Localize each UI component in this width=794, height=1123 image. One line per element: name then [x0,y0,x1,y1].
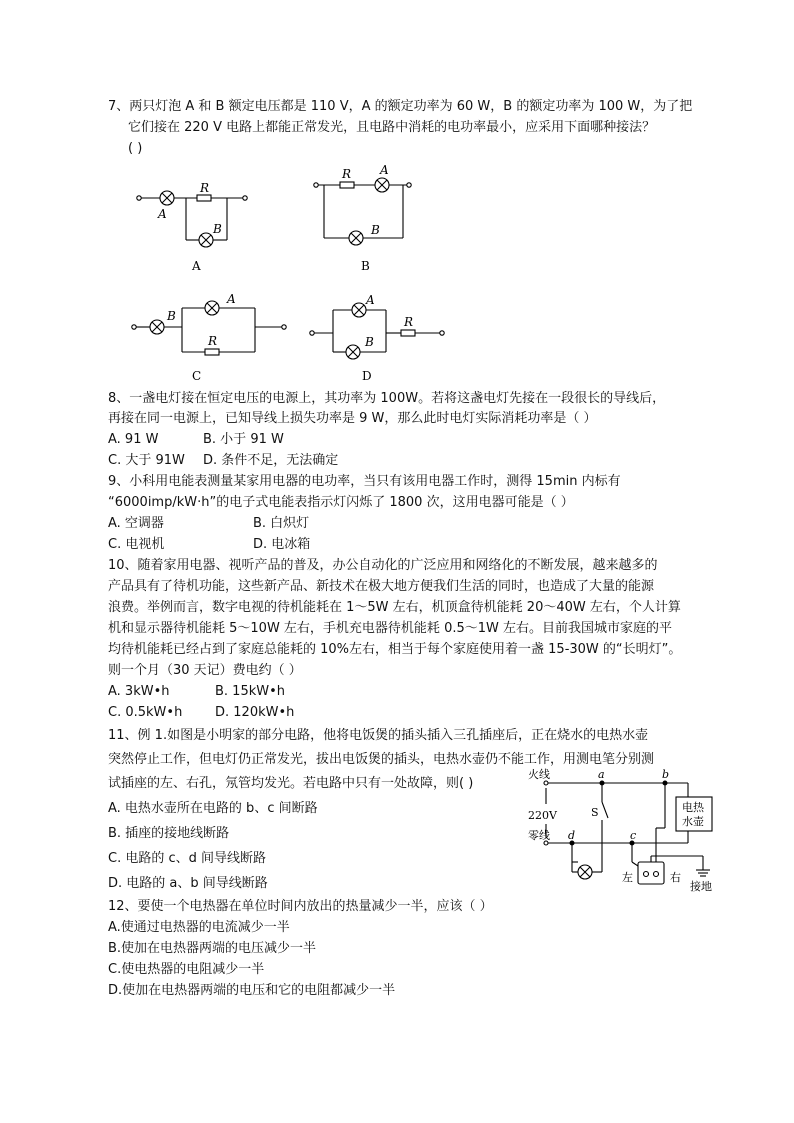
resistor-icon [205,349,219,355]
q8-option-b: B. 小于 91 W [203,432,284,447]
label-lamp-a: A [366,293,375,307]
label-lamp-b: B [365,335,374,349]
q11-line1: 11、例 1.如图是小明家的部分电路，他将电饭煲的插头插入三孔插座后，正在烧水的电热水壶 [108,728,649,743]
q11-line2: 突然停止工作，但电灯仍正常发光，拔出电饭煲的插头，电热水壶仍不能工作，用测电笔分别测 [108,752,655,767]
q10-option-d: D. 120kW•h [215,705,295,720]
q10-option-a: A. 3kW•h [108,684,170,699]
q9-line1: 9、小科用电能表测量某家用电器的电功率，当只有该用电器工作时，测得 15min 内标有 [108,474,621,489]
q8-option-d: D. 条件不足，无法确定 [203,453,339,468]
q12-line1: 12、要使一个电热器在单位时间内放出的热量减少一半，应该（ ） [108,899,493,914]
label-node-b: b [662,768,670,781]
label-right-hole: 右 [670,871,681,884]
label-resistor: R [208,334,218,348]
q11-option-a: A. 电热水壶所在电路的 b、c 间断路 [108,801,318,816]
q10-line3: 浪费。举例而言，数字电视的待机能耗在 1～5W 左右，机顶盒待机能耗 20～40W 左右，个人计算 [108,600,681,615]
q10-line4: 机和显示器待机能耗 5～10W 左右，手机充电器待机能耗 0.5～1W 左右。目前我国城市家庭的平 [108,621,672,636]
q7-line1: 7、两只灯泡 A 和 B 额定电压都是 110 V，A 的额定功率为 60 W，B 的额定功率为 100 W，为了把 [108,99,693,114]
label-lamp-b: B [371,223,380,237]
label-node-d: d [568,829,576,842]
q12-option-c: C.使电热器的电阻减少一半 [108,962,265,977]
caption-c: C [192,369,202,383]
q8-option-c: C. 大于 91W [108,453,185,468]
label-live-wire: 火线 [528,768,550,781]
label-node-a: a [598,768,605,781]
q9-option-c: C. 电视机 [108,537,165,552]
q11-line3: 试插座的左、右孔，氖管均发光。若电路中只有一处故障，则( ) [108,776,474,791]
label-lamp-a: A [158,207,167,221]
resistor-icon [401,330,415,336]
label-kettle-line2: 水壶 [682,815,704,828]
label-lamp-a: A [380,163,389,177]
q8-option-a: A. 91 W [108,432,159,447]
q12-option-a: A.使通过电热器的电流减少一半 [108,920,290,935]
circuit-d [310,303,444,359]
label-resistor: R [404,315,414,329]
q10-line2: 产品具有了待机功能，这些新产品、新技术在极大地方便我们生活的同时，也造成了大量的能源 [108,579,655,594]
q9-option-b: B. 白炽灯 [253,516,310,531]
q8-line1: 8、一盏电灯接在恒定电压的电源上，其功率为 100W。若将这盏电灯先接在一段很长的导线后， [108,391,666,406]
q11-option-d: D. 电路的 a、b 间导线断路 [108,876,268,891]
q9-option-d: D. 电冰箱 [253,537,311,552]
q7-line2: 它们接在 220 V 电路上都能正常发光，且电路中消耗的电功率最小，应采用下面哪种接法？ [128,120,656,135]
label-lamp-b: B [167,309,176,323]
label-lamp-b: B [213,222,222,236]
circuit-a [137,191,247,247]
q10-line6: 则一个月（30 天记）费电约（ ） [108,663,302,678]
caption-d: D [362,369,372,383]
q7-answer-blank: ( ) [128,141,143,156]
label-neutral-wire: 零线 [528,829,550,842]
label-left-hole: 左 [622,871,633,884]
label-lamp-a: A [227,292,236,306]
label-switch: S [591,806,599,819]
resistor-icon [197,195,211,201]
q9-option-a: A. 空调器 [108,516,164,531]
q9-line2: “6000imp/kW·h”的电子式电能表指示灯闪烁了 1800 次，这用电器可能是（ ） [108,495,574,510]
socket-icon [638,862,664,884]
q11-option-b: B. 插座的接地线断路 [108,826,230,841]
q8-line2: 再接在同一电源上，已知导线上损失功率是 9 W，那么此时电灯实际消耗功率是（ ） [108,411,597,426]
q10-line1: 10、随着家用电器、视听产品的普及，办公自动化的广泛应用和网络化的不断发展，越来越多的 [108,558,658,573]
label-ground: 接地 [690,880,712,893]
circuit-b [314,178,411,245]
q12-option-d: D.使加在电热器两端的电压和它的电阻都减少一半 [108,983,396,998]
caption-b: B [361,259,370,273]
label-resistor: R [342,167,352,181]
q10-line5: 均待机能耗已经占到了家庭总能耗的 10%左右，相当于每个家庭使用着一盏 15-30W 的“长明灯”。 [108,642,682,657]
label-node-c: c [630,829,637,842]
q10-option-c: C. 0.5kW•h [108,705,183,720]
label-resistor: R [200,181,210,195]
resistor-icon [340,182,354,188]
q11-option-c: C. 电路的 c、d 间导线断路 [108,851,267,866]
q11-household-circuit-diagram [528,766,718,896]
label-kettle-line1: 电热 [682,801,704,814]
caption-a: A [192,259,201,273]
q10-option-b: B. 15kW•h [215,684,286,699]
label-voltage: 220V [528,809,557,822]
q12-option-b: B.使加在电热器两端的电压减少一半 [108,941,317,956]
